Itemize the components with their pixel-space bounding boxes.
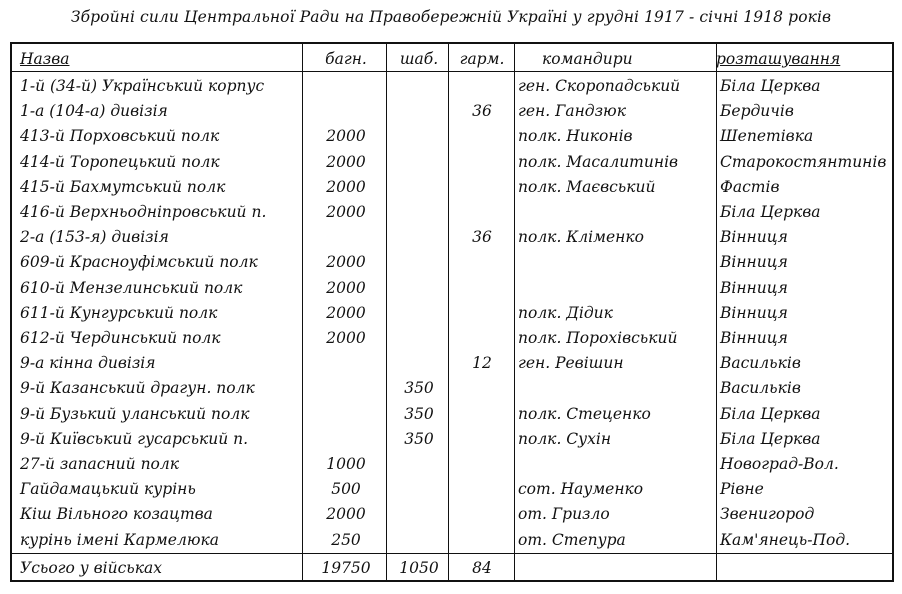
- row-name: 1-й (34-й) Український корпус: [20, 77, 265, 95]
- row-commander: полк. Порохівський: [518, 329, 678, 347]
- row-location: Звенигород: [720, 505, 815, 524]
- table-row: [12, 200, 892, 225]
- table-row: [12, 150, 892, 175]
- table-row: [12, 225, 892, 250]
- row-commander: ген. Скоропадський: [518, 77, 681, 95]
- table-row: [12, 402, 892, 427]
- row-location: Новоград-Вол.: [720, 455, 839, 473]
- row-bayonets: 2000: [326, 177, 366, 196]
- row-commander: ген. Гандзюк: [518, 102, 626, 121]
- row-guns: 12: [472, 354, 492, 373]
- row-commander: полк. Масалитинів: [518, 152, 679, 171]
- row-sabres: 350: [404, 379, 434, 398]
- row-location: Біла Церква: [720, 404, 821, 423]
- header-bayonets: багн.: [325, 50, 367, 68]
- table-row: [12, 376, 892, 401]
- row-location: Біла Церква: [720, 77, 821, 95]
- page-title: Збройні сили Центральної Ради на Правобережній Україні у грудні 1917 - січні 1918 років: [70, 8, 832, 26]
- header-sabres: шаб.: [399, 50, 439, 68]
- table-row: [12, 477, 892, 502]
- row-bayonets: 2000: [326, 203, 366, 221]
- table-row: [12, 276, 892, 301]
- total-bayonets: 19750: [321, 559, 371, 577]
- row-bayonets: 2000: [326, 253, 366, 272]
- row-name: 413-й Порховський полк: [20, 127, 220, 146]
- row-name: Кіш Вільного козацтва: [20, 505, 213, 524]
- total-row: [12, 554, 892, 582]
- row-bayonets: 500: [331, 480, 361, 499]
- row-bayonets: 2000: [326, 303, 366, 322]
- row-name: 414-й Торопецький полк: [20, 152, 220, 171]
- table-row: [12, 175, 892, 200]
- row-location: Вінниця: [720, 303, 788, 322]
- row-guns: 36: [472, 228, 492, 247]
- row-location: Біла Церква: [720, 429, 821, 448]
- table-row: [12, 74, 892, 99]
- row-name: 416-й Верхньодніпровський п.: [20, 203, 267, 221]
- row-location: Бердичів: [720, 102, 794, 121]
- table-row: [12, 528, 892, 553]
- row-location: Вінниця: [720, 329, 788, 347]
- row-name: 415-й Бахмутський полк: [20, 177, 226, 196]
- row-name: 9-й Бузький уланський полк: [20, 404, 250, 423]
- header-location: розташування: [716, 50, 841, 68]
- row-commander: сот. Науменко: [518, 480, 644, 499]
- total-guns: 84: [472, 559, 492, 577]
- row-location: Рівне: [720, 480, 764, 499]
- table-row: [12, 301, 892, 326]
- row-location: Вінниця: [720, 228, 788, 247]
- row-commander: полк. Стеценко: [518, 404, 651, 423]
- forces-table: [10, 42, 894, 582]
- row-name: 610-й Мензелинський полк: [20, 278, 243, 297]
- row-name: 609-й Красноуфімський полк: [20, 253, 258, 272]
- row-location: Кам'янець-Под.: [720, 530, 851, 549]
- row-location: Фастів: [720, 177, 780, 196]
- row-guns: 36: [472, 102, 492, 121]
- row-name: Гайдамацький курінь: [20, 480, 196, 499]
- row-bayonets: 2000: [326, 127, 366, 146]
- total-label: Усього у військах: [20, 559, 162, 577]
- row-name: 27-й запасний полк: [20, 455, 180, 473]
- row-bayonets: 2000: [326, 505, 366, 524]
- table-row: [12, 502, 892, 527]
- table-row: [12, 351, 892, 376]
- header-divider: [12, 71, 892, 72]
- row-location: Старокостянтинів: [720, 152, 887, 171]
- row-location: Вінниця: [720, 278, 788, 297]
- row-commander: от. Гризло: [518, 505, 610, 524]
- row-sabres: 350: [404, 404, 434, 423]
- row-commander: полк. Маєвський: [518, 177, 656, 196]
- row-name: 612-й Чердинський полк: [20, 329, 221, 347]
- table-row: [12, 250, 892, 275]
- row-location: Біла Церква: [720, 203, 821, 221]
- header-name: Назва: [20, 50, 70, 68]
- row-bayonets: 2000: [326, 329, 366, 347]
- row-commander: полк. Никонів: [518, 127, 633, 146]
- row-bayonets: 250: [331, 530, 361, 549]
- row-bayonets: 2000: [326, 278, 366, 297]
- row-commander: от. Степура: [518, 530, 626, 549]
- table-row: [12, 452, 892, 477]
- row-commander: полк. Сухін: [518, 429, 612, 448]
- table-row: [12, 124, 892, 149]
- table-row: [12, 99, 892, 124]
- total-sabres: 1050: [399, 559, 439, 577]
- table-row: [12, 427, 892, 452]
- row-bayonets: 1000: [326, 455, 366, 473]
- row-name: 611-й Кунгурський полк: [20, 303, 218, 322]
- row-location: Васильків: [720, 354, 801, 373]
- row-name: 9-а кінна дивізія: [20, 354, 156, 373]
- row-commander: ген. Ревішин: [518, 354, 624, 373]
- row-location: Вінниця: [720, 253, 788, 272]
- row-location: Шепетівка: [720, 127, 814, 146]
- table-row: [12, 326, 892, 351]
- row-sabres: 350: [404, 429, 434, 448]
- header-commanders: командири: [542, 50, 633, 68]
- row-name: 9-й Казанський драгун. полк: [20, 379, 255, 398]
- header-guns: гарм.: [459, 50, 505, 68]
- row-name: 2-а (153-я) дивізія: [20, 228, 169, 247]
- row-bayonets: 2000: [326, 152, 366, 171]
- row-name: 9-й Київський гусарський п.: [20, 429, 249, 448]
- row-commander: полк. Кліменко: [518, 228, 644, 247]
- row-commander: полк. Дідик: [518, 303, 613, 322]
- row-name: курінь імені Кармелюка: [20, 530, 219, 549]
- row-location: Васильків: [720, 379, 801, 398]
- row-name: 1-а (104-а) дивізія: [20, 102, 168, 121]
